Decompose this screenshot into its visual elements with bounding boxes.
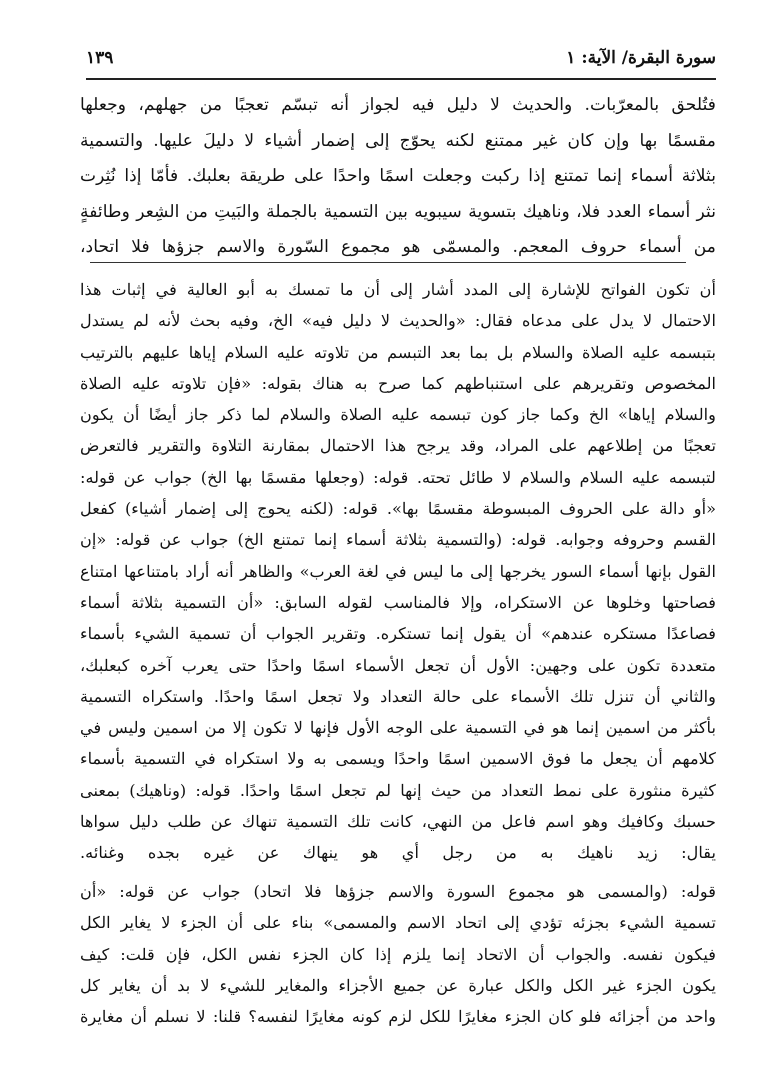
commentary-block <box>80 274 716 869</box>
main-text-block <box>80 88 716 266</box>
commentary-line: قوله: (والمسمى هو مجموع السورة والاسم جزؤها فلا اتحاد) جواب عن قوله: «أن <box>80 882 716 901</box>
commentary-line: فيكون نفسه. والجواب أن الاتحاد إنما يلزم إذا كان الجزء نفس الكل، فإن قلت: كيف <box>80 944 716 964</box>
commentary-line: والسلام إياها» الخ وكما جاز كون تبسمه عليه الصلاة والسلام لما ذكر جاز أيضًا أن يكون <box>80 405 716 425</box>
commentary-line: تعجبًا من إطلاعهم على المراد، وقد يرجح هذا الاحتمال بمقارنة التلاوة والتقرير فالتعرض <box>80 436 716 456</box>
commentary-line: متعددة تكون على وجهين: الأول أن تجعل الأسماء اسمًا واحدًا حتى يعرب آخره كبعلبك، <box>80 655 716 675</box>
commentary-line: يقال: زيد ناهيك به من رجل أي هو ينهاك عن غيره بجده وغنائه. <box>80 843 716 863</box>
commentary-line: القسم وحروفه وجوابه. قوله: (والتسمية بثلاثة أسماء إنما تمتنع الخ) جواب عن قوله: «إن <box>80 530 716 550</box>
main-text-line: فتُلحق بالمعرّبات. والحديث لا دليل فيه لجواز أنه تبسّم تعجبًا من جهلهم، وجعلها <box>80 95 716 115</box>
page-number: ١٣٩ <box>86 48 114 68</box>
commentary-line: «أو دالة على الحروف المبسوطة مقسمًا بها». قوله: (لكنه يحوج إلى إضمار أشياء) كفعل <box>80 499 716 519</box>
header-rule <box>86 78 716 80</box>
main-text-line: مقسمًا بها وإن كان غير ممتنع لكنه يحوّج إلى إضمار أشياء لا دليلَ عليها. والتسمية <box>80 130 716 151</box>
commentary-line: كثيرة منثورة على نمط التعداد من حيث إنها لم تجعل اسمًا واحدًا. قوله: (وناهيك) بمعنى <box>80 780 716 800</box>
commentary-line: لتبسمه عليه السلام والسلام لا طائل تحته. قوله: (وجعلها مقسمًا بها الخ) جواب عن قوله: <box>80 467 716 487</box>
commentary-line: يكون الجزء غير الكل والكل عبارة عن جميع الأجزاء والمغاير للشيء لا بد أن يغاير كل <box>80 975 716 995</box>
main-text-line: نثر أسماء العدد فلا، وناهيك بتسوية سيبويه بين التسمية بالجملة والبَيتِ من الشِعر وطائفةٍ <box>80 201 716 222</box>
commentary-line: والثاني أن تنزل تلك الأسماء على حالة التعداد ولا تجعل اسمًا واحدًا. واستكراه التسمية <box>80 686 716 706</box>
main-text-line: بثلاثة أسماء إنما تمتنع إذا ركبت وجعلت اسمًا واحدًا على طريقة بعلبك. فأمّا إذا نُثِرت <box>80 166 716 186</box>
commentary-line: المخصوص وتقريرهم على استنباطهم كما صرح به هناك بقوله: «فإن تلاوته عليه الصلاة <box>80 373 716 393</box>
commentary-line: واحد من أجزائه فلو كان الجزء مغايرًا للكل لزم كونه مغايرًا لنفسه؟ قلنا: لا نسلم أن مغايرة <box>80 1007 716 1027</box>
commentary-line: فصاحتها وخلوها عن الاستكراه، وإلا فالمناسب لقوله السابق: «أن التسمية بثلاثة أسماء <box>80 592 716 612</box>
footnote-separator <box>90 262 686 263</box>
commentary-line: الاحتمال لا يدل على مدعاه فقال: «والحديث لا دليل فيه» الخ، وفيه بحث لأنه لم يستدل <box>80 311 716 331</box>
commentary-line: فصاعدًا مستكره عندهم» أن يقول إنما تستكره. وتقرير الجواب أن تسمية الشيء بأسماء <box>80 624 716 644</box>
commentary-line: حسبك وكافيك وهو اسم فاعل من النهي، كانت تلك التسمية تنهاك عن طلب دليل سواها <box>80 812 716 832</box>
commentary-line: تسمية الشيء بجزئه تؤدي إلى اتحاد الاسم والمسمى» بناء على أن الجزء لا يغاير الكل <box>80 913 716 933</box>
page-header <box>86 38 716 78</box>
commentary-line: بأكثر من اسمين إنما هو في التسمية على الوجه الأول فإنها لا تكون إلا من اسمين وليس في <box>80 718 716 738</box>
surah-ayah-title: سورة البقرة/ الآية: ١ <box>566 48 716 68</box>
commentary-line: القول بإنها أسماء السور يخرجها إلى ما ليس في لغة العرب» والظاهر أنه أراد بامتناعها امتناع <box>80 561 716 581</box>
commentary-line: أن تكون الفواتح للإشارة إلى المدد أشار إلى أن ما تمسك به أبو العالية في إثبات هذا <box>80 280 716 299</box>
main-text-line: من أسماء حروف المعجم. والمسمّى هو مجموع السّورة والاسم جزؤها فلا اتحاد، <box>80 237 716 257</box>
commentary-line: كلامهم أن يجعل ما فوق الاسمين اسمًا واحدًا ويسمى به ولا استكراه في التسمية بأسماء <box>80 749 716 769</box>
commentary-block-second <box>80 876 716 1032</box>
commentary-line: بتبسمه عليه الصلاة والسلام بل بما بعد التبسم من تلاوته عليه السلام إياها عليهم بالترتيب <box>80 342 716 362</box>
